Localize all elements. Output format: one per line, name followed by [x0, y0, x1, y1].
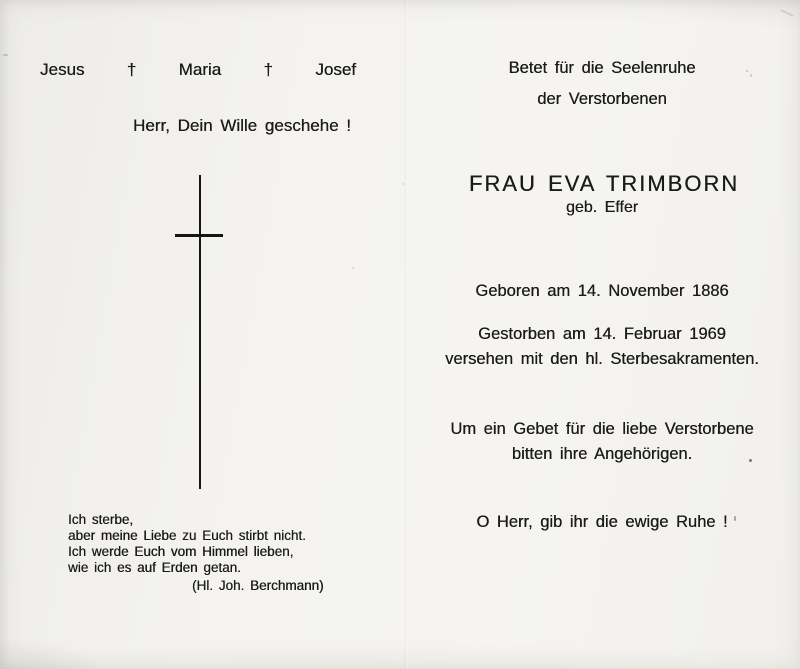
quote-line: wie ich es auf Erden getan.: [68, 560, 241, 575]
quote-line: Ich sterbe,: [68, 512, 134, 527]
deceased-maiden-name: geb. Effer: [565, 199, 639, 216]
quote-attribution: (Hl. Joh. Berchmann): [192, 578, 324, 593]
scan-speck: [750, 74, 752, 77]
dagger-cross-icon: †: [126, 60, 137, 79]
cross-vertical-bar: [199, 175, 201, 489]
scan-speck: [734, 516, 736, 521]
invocation-josef: Josef: [315, 60, 356, 79]
fold-line: [404, 0, 408, 669]
death-line2: versehen mit den hl. Sterbesakramenten.: [445, 350, 759, 368]
memorial-cross-figure: [175, 175, 223, 489]
quote-line: aber meine Liebe zu Euch stirbt nicht.: [68, 528, 306, 543]
invocation-line: [40, 59, 356, 80]
cross-horizontal-bar: [175, 234, 223, 237]
request-line1: Um ein Gebet für die liebe Verstorbene: [450, 420, 754, 438]
prayer-heading-line2: der Verstorbenen: [537, 90, 667, 108]
death-line1: Gestorben am 14. Februar 1969: [478, 325, 726, 343]
deceased-name: FRAU EVA TRIMBORN: [468, 171, 740, 196]
motto-line: Herr, Dein Wille geschehe !: [133, 116, 351, 135]
birth-line: Geboren am 14. November 1886: [475, 282, 729, 300]
invocation-maria: Maria: [178, 60, 222, 79]
prayer-heading-line1: Betet für die Seelenruhe: [508, 59, 696, 77]
quote-line: Ich werde Euch vom Himmel lieben,: [68, 544, 294, 559]
request-line2: bitten ihre Angehörigen.: [511, 445, 693, 463]
scan-speck: [402, 183, 404, 185]
scan-speck: [780, 9, 794, 17]
scan-speck: [746, 70, 748, 72]
dagger-cross-icon: †: [263, 60, 273, 79]
scan-speck: [749, 459, 752, 462]
quote-block: [68, 512, 324, 594]
closing-prayer: O Herr, gib ihr die ewige Ruhe !: [476, 513, 728, 531]
scan-speck: [352, 267, 354, 269]
scan-speck: [3, 54, 8, 56]
invocation-jesus: Jesus: [40, 60, 85, 79]
